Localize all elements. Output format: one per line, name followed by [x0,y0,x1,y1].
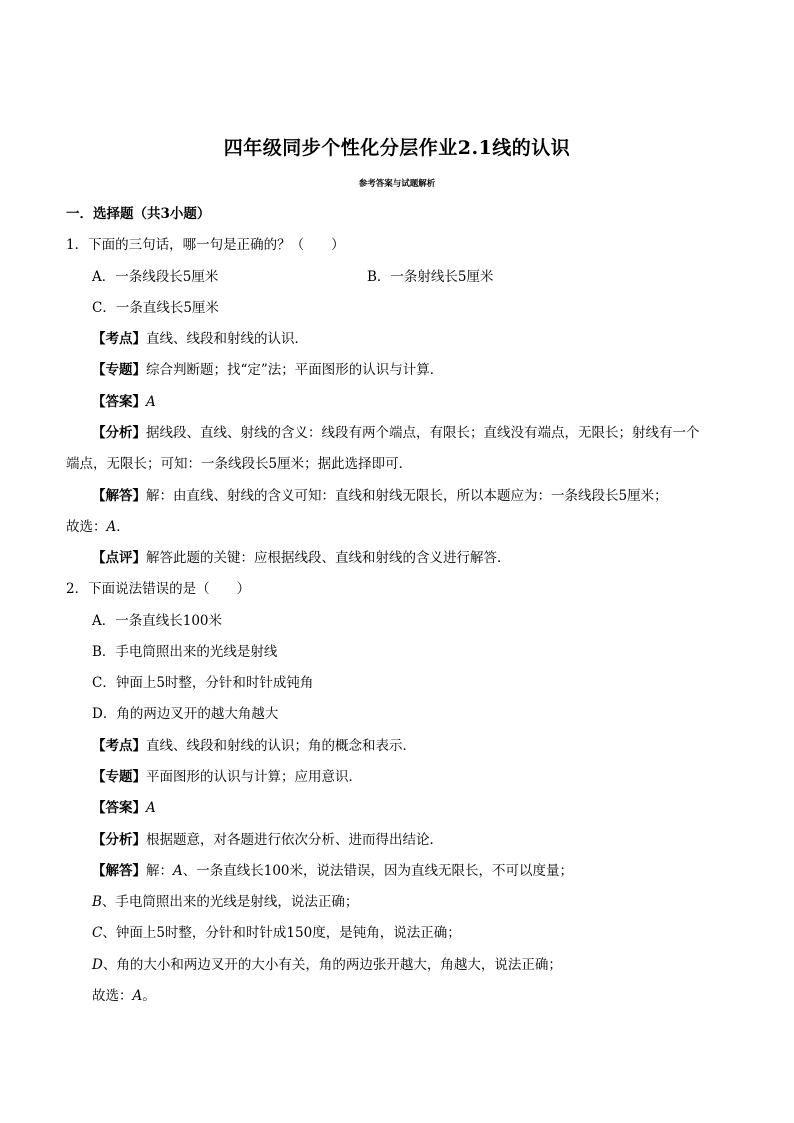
q2-line-c-text: 、钟面上5时整，分针和时针成150度，是钝角，说法正确； [102,925,461,941]
q1-zhuanti [92,360,443,380]
q1-jieda-2-post: ． [116,519,130,535]
q1-option-a: A．一条线段长5厘米 [92,269,219,285]
q2-line-b-letter: B [92,894,102,910]
q1-stem: 1．下面的三句话，哪一句是正确的？（ ） [66,237,345,253]
q2-zhuanti [92,767,362,787]
q2-line-d-letter: D [92,957,103,973]
q1-zhuanti-text: 综合判断题；找“定”法；平面图形的认识与计算． [146,362,444,378]
q2-final-ans: A [132,988,143,1004]
q2-option-d: D．角的两边叉开的越大角越大 [92,706,279,722]
q2-fenxi [92,830,443,850]
q1-fenxi-text-2: 端点，无限长；可知：一条线段长5厘米；据此选择即可． [66,456,413,472]
q1-answer-text: A [146,394,156,410]
tag-fenxi: 【分析】 [92,425,146,441]
q2-jieda [92,861,573,881]
q2-jieda-line-c [92,923,461,943]
q2-option-c: C．钟面上5时整，分针和时针成钝角 [92,675,314,691]
q2-fenxi-text: 根据题意，对各题进行依次分析、进而得出结论． [146,832,443,848]
q1-jieda-text-1: 解：由直线、射线的含义可知：直线和射线无限长，所以本题应为：一条线段长5厘米； [146,488,668,504]
q2-option-a: A．一条直线长100米 [92,613,223,629]
q1-option-b: B．一条射线长5厘米 [367,269,494,285]
tag-jieda-2: 【解答】 [92,863,146,879]
q1-fenxi [92,423,700,443]
q2-line-d-text: 、角的大小和两边叉开的大小有关，角的两边张开越大，角越大，说法正确； [102,957,562,973]
q1-jieda-2-ans: A [106,519,117,535]
q2-line-b-text: 、手电筒照出来的光线是射线，说法正确； [101,894,359,910]
q1-option-c: C．一条直线长5厘米 [92,300,219,316]
q2-jieda-line-b [92,892,358,912]
page-subtitle: 参考答案与试题解析 [358,179,436,189]
tag-fenxi-2: 【分析】 [92,832,146,848]
q1-dianping [92,548,511,568]
tag-daan: 【答案】 [92,394,146,410]
q2-jieda-line-d [92,955,562,975]
q2-jieda-1-pre: 解： [146,863,173,879]
q2-jieda-1-post: 、一条直线长100米，说法错误，因为直线无限长，不可以度量； [182,863,574,879]
q1-fenxi-text-1: 据线段、直线、射线的含义：线段有两个端点，有限长；直线没有端点，无限长；射线有一个 [146,425,700,441]
page-title: 四年级同步个性化分层作业2.1线的认识 [223,137,571,159]
q1-kaodian [92,329,308,349]
q2-option-b: B．手电筒照出来的光线是射线 [92,644,278,660]
section-heading: 一．选择题（共3小题） [66,206,211,222]
q2-answer-text: A [146,800,156,816]
q1-jieda [92,486,668,506]
q1-answer [92,392,156,412]
q2-final-answer [92,986,156,1006]
q2-jieda-1-letter: A [173,863,183,879]
q2-stem: 2．下面说法错误的是（ ） [66,581,251,597]
q1-dianping-text: 解答此题的关键：应根据线段、直线和射线的含义进行解答． [146,550,511,566]
tag-dianping: 【点评】 [92,550,146,566]
q2-answer [92,798,156,818]
q1-jieda-line-2 [66,517,130,537]
tag-jieda: 【解答】 [92,488,146,504]
q2-final-pre: 故选： [92,988,133,1004]
q2-kaodian-text: 直线、线段和射线的认识；角的概念和表示． [146,738,416,754]
tag-zhuanti: 【专题】 [92,362,146,378]
q2-kaodian [92,736,416,756]
tag-kaodian-2: 【考点】 [92,738,146,754]
tag-daan-2: 【答案】 [92,800,146,816]
tag-zhuanti-2: 【专题】 [92,769,146,785]
q1-kaodian-text: 直线、线段和射线的认识． [146,331,308,347]
q2-line-c-letter: C [92,925,103,941]
q2-final-post: 。 [142,988,156,1004]
q2-zhuanti-text: 平面图形的认识与计算；应用意识． [146,769,362,785]
tag-kaodian: 【考点】 [92,331,146,347]
q1-jieda-2-pre: 故选： [66,519,107,535]
